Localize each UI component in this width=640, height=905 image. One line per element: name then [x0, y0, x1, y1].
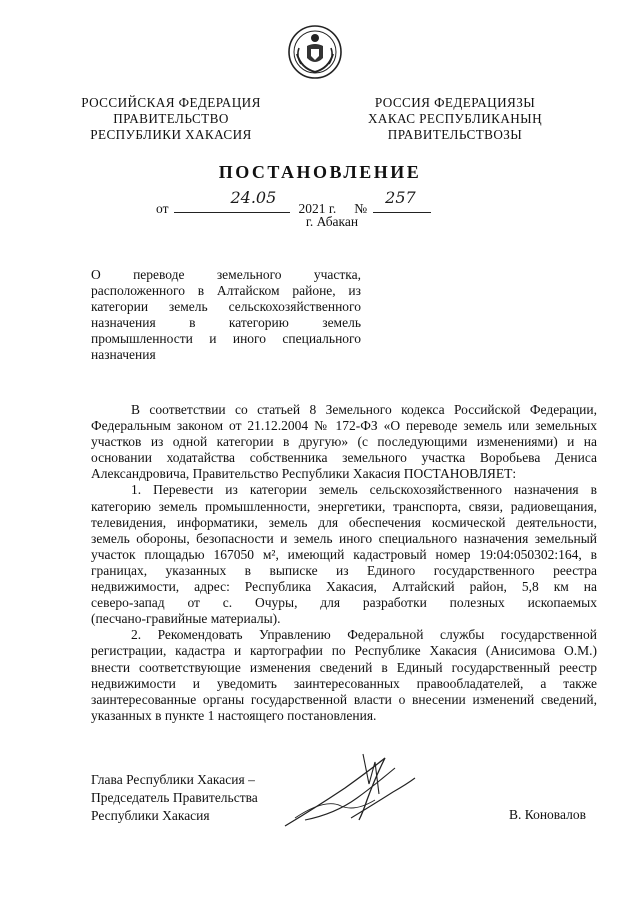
header-left-line: ПРАВИТЕЛЬСТВО — [113, 111, 229, 126]
body-line: границах, указанных в выписке из Единого государственного реестра — [91, 562, 597, 578]
signature-title-line: Председатель Правительства — [91, 790, 258, 805]
body-line: В соответствии со статьей 8 Земельного кодекса Российской Федерации, — [131, 402, 597, 417]
header-left-line: РЕСПУБЛИКИ ХАКАСИЯ — [90, 127, 252, 142]
body-line: участков из одной категории в другую» (с последующими изменениями) и на — [91, 434, 597, 450]
header-right-line: РОССИЯ ФЕДЕРАЦИЯЗЫ — [374, 95, 536, 110]
subject-block — [91, 267, 361, 363]
subject-line: назначения — [91, 347, 156, 362]
body-line: 1. Перевести из категории земель сельскохозяйственного назначения в — [131, 482, 597, 498]
body-line: земель обороны, безопасности и земель иного специального назначения земельный — [91, 530, 597, 546]
header-left-line: РОССИЙСКАЯ ФЕДЕРАЦИЯ — [81, 95, 261, 110]
header-left — [56, 95, 286, 143]
signatory-name: В. Коновалов — [509, 807, 586, 822]
body-line: северо-запад от с. Очуры, для разработки полезных ископаемых — [91, 595, 597, 611]
subject-line: промышленности и иного специального — [91, 331, 361, 346]
city-line — [0, 214, 640, 230]
body-line: основании ходатайства собственника земельного участка Воробьева Дениса — [91, 450, 597, 466]
subject-line: назначения в категорию земель — [91, 315, 361, 330]
date-prefix: от — [156, 201, 169, 216]
body-line: недвижимости, адрес: Республика Хакасия, Алтайский район, 5,8 км на — [91, 579, 597, 595]
body-line: телевидения, информатики, земель для обеспечения космической деятельности, — [91, 514, 597, 530]
number-handwritten: 257 — [385, 188, 416, 207]
document-title: ПОСТАНОВЛЕНИЕ — [218, 162, 422, 182]
body-line: 2. Рекомендовать Управлению Федеральной службы государственной — [131, 627, 597, 643]
body-line: указанных в пункте 1 настоящего постановления. — [91, 707, 377, 723]
header-right — [340, 95, 570, 143]
number-label: № — [354, 201, 368, 216]
subject-line: расположенного в Алтайском районе, из — [91, 283, 361, 298]
date-handwritten: 24.05 — [230, 188, 277, 207]
body-line: внести соответствующие изменения сведений в Единый государственный реестр — [91, 659, 597, 675]
header-right-line: ХАКАС РЕСПУБЛИКАНЫҢ — [367, 111, 543, 126]
header-right-line: ПРАВИТЕЛЬСТВОЗЫ — [387, 127, 523, 142]
document-body — [91, 402, 597, 724]
body-line: заинтересованные органы государственной власти о внесении изменений сведений, — [91, 691, 597, 707]
year-label: 2021 г. — [298, 201, 337, 216]
subject-line: О переводе земельного участка, — [91, 267, 361, 282]
body-line: Александровича, Правительство Республики Хакасия ПОСТАНОВЛЯЕТ: — [91, 466, 517, 482]
body-line: (песчано-гравийные материалы). — [91, 611, 281, 627]
body-line: регистрации, кадастра и картографии по Республике Хакасия (Анисимова О.М.) — [91, 643, 597, 659]
body-line: категорию земель промышленности, энергетики, транспорта, связи, радиовещания, — [91, 498, 597, 514]
body-line: недвижимости и уведомить заинтересованных правообладателей, а также — [91, 675, 597, 691]
handwritten-signature-icon — [275, 748, 425, 833]
signature-title — [91, 771, 258, 825]
body-line: Федеральным законом от 21.12.2004 № 172-ФЗ «О переводе земель или земельных — [91, 418, 597, 434]
date-field — [174, 188, 290, 213]
body-line: участок площадью 167050 м², имеющий кадастровый номер 19:04:050302:164, в — [91, 546, 597, 562]
number-field — [373, 188, 431, 213]
subject-line: категории земель сельскохозяйственного — [91, 299, 361, 314]
city: г. Абакан — [305, 214, 359, 229]
signature-title-line: Глава Республики Хакасия – — [91, 772, 255, 787]
signature-title-line: Республики Хакасия — [91, 808, 210, 823]
coat-of-arms-emblem-icon — [287, 24, 343, 80]
